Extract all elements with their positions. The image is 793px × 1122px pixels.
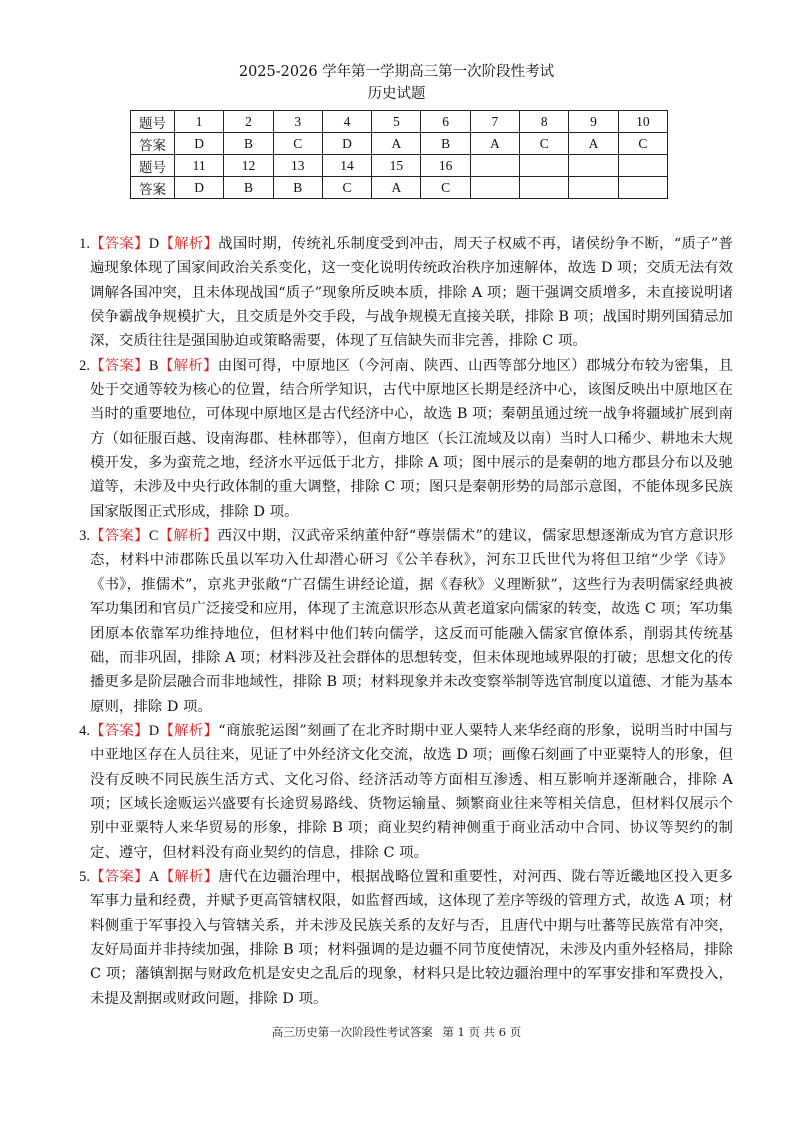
table-cell: B <box>224 133 273 155</box>
item-number: 3. <box>79 528 90 545</box>
table-cell <box>569 155 618 177</box>
table-cell: 5 <box>372 111 421 133</box>
table-cell: B <box>224 177 273 199</box>
table-cell: A <box>372 133 421 155</box>
table-cell: D <box>175 133 224 155</box>
answer-letter: D <box>148 722 160 739</box>
answer-letter: B <box>148 357 159 374</box>
table-cell <box>618 155 667 177</box>
analysis-text: 由图可得，中原地区（今河南、陕西、山西等部分地区）郡城分布较为密集，且处于交通等较为核心的位置，结合所学知识，古代中原地区长期是经济中心，该图反映出中原地区在当时的重要地位，可体现中原地区是古代经济中心，故选 B 项；秦朝虽通过统一战争将疆域扩展到南方（如征服百越、设南海郡、桂林郡等），但南方地区（长江流域及以南）当时人口稀少、耕地未大规模开发，多为蛮荒之地，经济水平远低于北方，排除 A 项；图中展示的是秦朝的地方郡县分布以及驰道等，未涉及中央行政体制的重大调整，排除 C 项；图只是秦朝形势的局部示意图，不能体现多民族国家版图正式形成，排除 D 项。 <box>90 357 733 520</box>
table-cell: 2 <box>224 111 273 133</box>
analysis-label: 【解析】 <box>159 868 219 885</box>
answer-table <box>130 110 668 199</box>
table-cell: 3 <box>273 111 322 133</box>
table-cell: 8 <box>520 111 569 133</box>
table-row-question-numbers-2 <box>131 155 668 177</box>
table-cell <box>520 155 569 177</box>
table-cell <box>569 177 618 199</box>
row-label-question: 题号 <box>131 155 175 177</box>
analysis-label: 【解析】 <box>159 722 219 739</box>
table-cell <box>470 177 519 199</box>
explanation-item-5 <box>63 865 733 1011</box>
item-number: 4. <box>79 722 90 739</box>
table-cell: 13 <box>273 155 322 177</box>
table-cell: C <box>421 177 470 199</box>
exam-title: 2025-2026 学年第一学期高三第一次阶段性考试 <box>238 64 555 80</box>
table-cell: C <box>618 133 667 155</box>
table-cell: D <box>175 177 224 199</box>
table-cell: 10 <box>618 111 667 133</box>
item-number: 1. <box>79 236 90 252</box>
page-footer <box>0 1024 793 1040</box>
analysis-text: “商旅驼运图”刻画了在北齐时期中亚人粟特人来华经商的形象，说明当时中国与中亚地区存在人员往来，见证了中外经济文化交流，故选 D 项；画像石刻画了中亚粟特人的形象，但没有反映不同民族生活方式、文化习俗、经济活动等方面相互渗透、相互影响并逐渐融合，排除 A 项；区域长途贩运兴盛要有长途贸易路线、货物运输量、频繁商业往来等相关信息，但材料仅展示个别中亚粟特人来华贸易的形象，排除 B 项；商业契约精神侧重于商业活动中合同、协议等契约的制定、遵守，但材料没有商业契约的信息，排除 C 项。 <box>90 722 733 861</box>
answer-letter: C <box>148 528 159 545</box>
table-cell: D <box>322 133 371 155</box>
answer-label: 【答案】 <box>90 722 149 739</box>
table-row-question-numbers-1 <box>131 111 668 133</box>
answer-label: 【答案】 <box>90 357 149 374</box>
table-cell: 6 <box>421 111 470 133</box>
table-row-answers-2 <box>131 177 668 199</box>
explanation-item-1 <box>63 232 733 354</box>
answer-letter: D <box>148 236 160 252</box>
row-label-answer: 答案 <box>131 133 175 155</box>
table-cell: A <box>470 133 519 155</box>
page-number: 第 1 页 共 6 页 <box>442 1025 522 1039</box>
table-cell: 16 <box>421 155 470 177</box>
table-cell <box>520 177 569 199</box>
table-cell <box>618 177 667 199</box>
table-cell: 1 <box>175 111 224 133</box>
analysis-label: 【解析】 <box>158 357 218 374</box>
table-cell: 15 <box>372 155 421 177</box>
table-cell: 9 <box>569 111 618 133</box>
table-cell: 7 <box>470 111 519 133</box>
table-cell: C <box>322 177 371 199</box>
answer-explanations <box>63 232 733 1011</box>
table-cell: 12 <box>224 155 273 177</box>
analysis-text: 唐代在边疆治理中，根据战略位置和重要性，对河西、陇右等近畿地区投入更多军事力量和经费，并赋予更高管辖权限，如监督西域，这体现了差序等级的管理方式，故选 A 项；材料侧重于军事投入与管辖关系，并未涉及民族关系的友好与否，且唐代中期与吐蕃等民族常有冲突，友好局面并非持续加强，排除 B 项；材料强调的是边疆不同节度使情况，未涉及内重外轻格局，排除 C 项；藩镇割据与财政危机是安史之乱后的现象，材料只是比较边疆治理中的军事安排和军费投入，未提及割据或财政问题，排除 D 项。 <box>90 868 733 1007</box>
table-cell: C <box>520 133 569 155</box>
table-cell: A <box>372 177 421 199</box>
table-cell: 4 <box>322 111 371 133</box>
explanation-item-3 <box>63 524 733 719</box>
analysis-label: 【解析】 <box>159 236 219 252</box>
explanation-item-2 <box>63 354 733 524</box>
table-cell: B <box>273 177 322 199</box>
answer-label: 【答案】 <box>90 868 149 885</box>
analysis-text: 西汉中期，汉武帝采纳董仲舒“尊崇儒术”的建议，儒家思想逐渐成为官方意识形态，材料中沛郡陈氏虽以军功入仕却潜心研习《公羊春秋》，河东卫氏世代为将但卫绾“少学《诗》《书》，推儒术”，京兆尹张敞“广召儒生讲经论道，据《春秋》义理断狱”，这些行为表明儒家经典被军功集团和官员广泛接受和应用，体现了主流意识形态从黄老道家向儒家的转变，故选 C 项；军功集团原本依靠军功维持地位，但材料中他们转向儒学，这反而可能融入儒家官僚体系，削弱其传统基础，而非巩固，排除 A 项；材料涉及社会群体的思想转变，但未体现地域界限的打破；思想文化的传播更多是阶层融合而非地域性，排除 B 项；材料现象并未改变察举制等选官制度以道德、才能为基本原则，排除 D 项。 <box>90 528 733 715</box>
item-number: 2. <box>79 357 90 374</box>
explanation-item-4 <box>63 719 733 865</box>
row-label-answer: 答案 <box>131 177 175 199</box>
table-cell <box>470 155 519 177</box>
analysis-label: 【解析】 <box>158 528 218 545</box>
table-cell: B <box>421 133 470 155</box>
footer-title: 高三历史第一次阶段性考试答案 <box>271 1025 433 1039</box>
answer-letter: A <box>148 868 160 885</box>
table-cell: 14 <box>322 155 371 177</box>
answer-label: 【答案】 <box>90 236 149 252</box>
table-row-answers-1 <box>131 133 668 155</box>
row-label-question: 题号 <box>131 111 175 133</box>
analysis-text: 战国时期，传统礼乐制度受到冲击，周天子权威不再，诸侯纷争不断，“质子”普遍现象体现了国家间政治关系变化，这一变化说明传统政治秩序加速解体，故选 D 项；交质无法有效调解各国冲突，且未体现战国“质子”现象所反映本质，排除 A 项；题干强调交质增多，未直接说明诸侯争霸战争规模扩大，且交质是外交手段，与战争规模无直接关联，排除 B 项；战国时期列国猜忌加深，交质往往是强国胁迫或策略需要，体现了互信缺失而非完善，排除 C 项。 <box>90 236 733 350</box>
answer-label: 【答案】 <box>90 528 149 545</box>
item-number: 5. <box>79 868 90 885</box>
table-cell: C <box>273 133 322 155</box>
exam-subtitle: 历史试题 <box>367 86 426 102</box>
table-cell: A <box>569 133 618 155</box>
table-cell: 11 <box>175 155 224 177</box>
